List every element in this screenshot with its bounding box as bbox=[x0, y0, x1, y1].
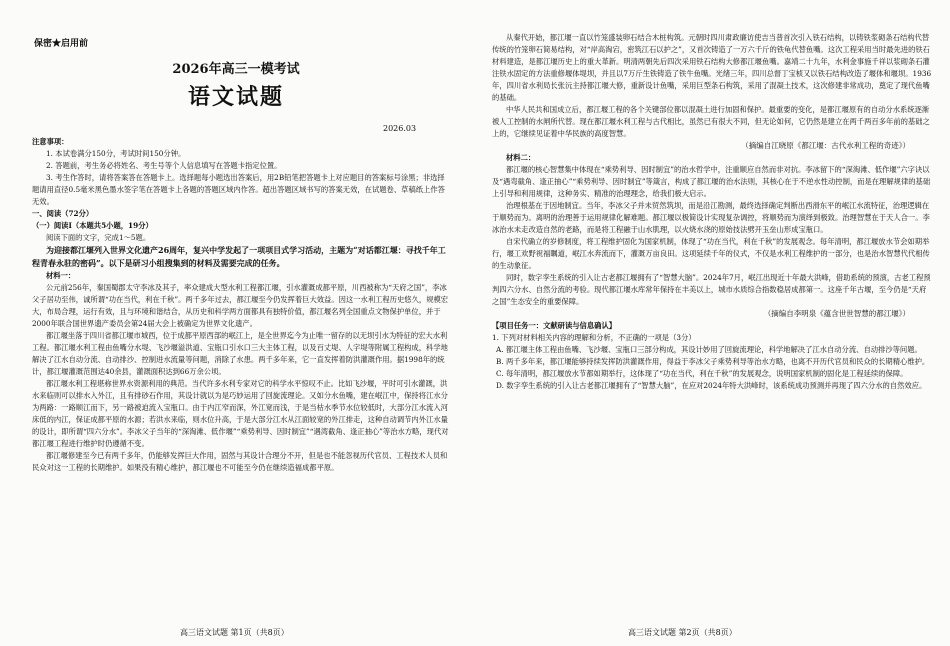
source-citation: （摘编自江晓原《都江堰：古代水利工程的奇迹》） bbox=[741, 141, 910, 150]
paragraph: 自宋代确立的岁修制度，将工程维护固化为国家机制，体现了“功在当代，利在千秋”的发展观念。每年清明，都江堰放水节会如期举行，堰工欢野祝福瞩道，岷江水奔流而下，灌溉万亩良田。这项延续千年的仪式，不仅是水利工程维护的一部分，也是治水智慧代代相传的生动象征。 bbox=[492, 237, 930, 270]
exam-title: 2026年高三一模考试 bbox=[172, 62, 300, 77]
paragraph: 从秦代开始，都江堰一直以竹笼盛装卵石结合木桩构筑。元朝时四川肃政廉访使吉当普首次引入铁石结构，以铸铁浆砌条石结构代替传统的竹笼卵石简易结构，对“岸高淘宕，密筑江石以护之”，又首次铸造了一万六千斤的铁龟代替鱼嘴。这次工程采用当时最先进的铁石材料建造，是都江堰历史上的重大革新。明清两朝先后四次采用铁石结构大修都江堰鱼嘴。嘉靖二十九年，水利金事施千祥以浆砌条石灌注铁水固定的方法重修堰体堤坝，并且以7万斤生铁铸造了铁牛鱼嘴。光绪三年，四川总督丁宝桢又以铁石结构改造了堰体和堰坝。1936年，四川省水利局长张沅主持都江堰大修，重新设计鱼嘴，采用巨型条石构筑，采用了混凝土技术，这次修建非常成功，奠定了现代鱼嘴的基础。 bbox=[492, 33, 932, 102]
paragraph: 都江堰修建至今已有两千多年，仍能够发挥巨大作用，固然与其设计合理分不开，但是也不能忽视历代官员、工程技术人员和民众对这一工程的长期维护。如果没有精心维护，都江堰也不可能至今仍在继续造福成都平原。 bbox=[32, 451, 448, 472]
page-footer: 高三语文试题 第1页（共8页） bbox=[180, 628, 289, 637]
note-item: 1. 本试卷满分150分，考试时间150分钟。 bbox=[46, 149, 186, 158]
page-two bbox=[478, 0, 950, 646]
secret-mark: 保密★启用前 bbox=[34, 39, 89, 49]
page-footer: 高三语文试题 第2页（共8页） bbox=[628, 628, 737, 637]
notes-block bbox=[32, 136, 450, 474]
task-heading: 【项目任务一：文献研读与信息确认】 bbox=[492, 321, 617, 330]
paragraph: 都江堰水利工程堪称世界水资源利用的典范。当代许多水利专家对它的科学水平惊叹不止。比如飞沙堰，平时可引水灌溉，洪水来临则可以排水入外江，且有排砂石作用，其设计就以为是巧妙运用了回旋流理论。又如分水鱼嘴，建在岷江中，保持将江水分为两路：一路顺江而下，另一路被迫流入宝瓶口。由于内江窄而深，外江宽而浅，于是当枯水季节水位较低时，大部分江水流入河床低的内江，保证成都平原的水源；若洪水来临，则水位升高，于是大部分江水从江面较宽的外江排走，这种自动调节内外江水量的设计，即所谓“四六分水”。李冰父子当年的“深淘滩、低作堰”“乘势利导、因时制宜”“遇湾截角、逢正抽心”等治水方略，现代对都江堰工程进行维护时仍遵循不变。 bbox=[32, 379, 449, 448]
answer-option: A. 都江堰主体工程由鱼嘴、飞沙堰、宝瓶口三部分构成，其设计妙用了回旋流理论，科学地解决了江水自动分流、自动排沙等问题。 bbox=[496, 345, 922, 354]
question-stem: 1. 下列对材料相关内容的理解和分析，不正确的一项是（3分） bbox=[492, 333, 696, 342]
subsection-heading: （一）阅读Ⅰ（本题共5小题，19分） bbox=[32, 221, 153, 230]
material-one-label: 材料一： bbox=[46, 271, 76, 280]
answer-option: D. 数字孪生系统的引入让古老都江堰拥有了“智慧大脑”，在应对2024年特大洪峰时，该系统成功预测并再现了四六分水的自然效应。 bbox=[496, 381, 927, 390]
section-heading: 一、阅读（72分） bbox=[32, 209, 94, 218]
material-two-label: 材料二： bbox=[506, 153, 536, 162]
notes-heading: 注意事项： bbox=[32, 137, 69, 146]
page-two-body bbox=[492, 32, 932, 392]
paragraph: 中华人民共和国成立后，都江堰工程的各个关键部位都以混凝土进行加固和保护。最重要的变化，是都江堰原有的自动分水系统逐渐被人工控制的水闸所代替。现在都江堰水利工程与古代相比，虽然已有很大不同，但无论如何，它仍然是建立在两千两百多年前的基础之上的，它继续见证着中华民族的高度智慧。 bbox=[492, 105, 930, 138]
paragraph: 都江堰坐落于四川省都江堰市城西，位于成都平原西部的岷江上，是全世界迄今为止唯一留存的以无坝引水为特征的宏大水利工程。都江堰水利工程由鱼嘴分水堤、飞沙堰溢洪道、宝瓶口引水口三大主体工程，以及百丈堤、人字堤等附属工程构成，科学地解决了江水自动分流、自动排沙、控制进水流量等问题，消除了水患。两千多年来，它一直发挥着防洪灌溉作用。据1998年的统计，都江堰灌溉范围达40余县，灌溉面积达到66万余公顷。 bbox=[32, 331, 448, 376]
answer-option: C. 每年清明，都江堰放水节都如期举行，这体现了“功在当代，利在千秋”的发展观念，说明国家机制的固化是工程延续的保障。 bbox=[496, 369, 908, 378]
paragraph: 治理根基在于因地制宜。当年，李冰父子并未贸然筑坝，而是沿江勘测，最终选择确定判断出西滑东平的岷江水流特征，治理逻辑在于顺势而为。离明的治理善于运用规律化解难题。都江堰以极简设计实现复杂调控，将顺势而为演绎到极致。治理智慧在于天人合一。李冰治水未走改造自然的老路，而是将工程融于山水肌理，以火烧水浇的原始技法劈开玉垒山形成宝瓶口。 bbox=[492, 201, 930, 234]
paragraph: 同时，数字孪生系统的引入让古老都江堰拥有了“智慧大脑”。2024年7月，岷江出现近十年最大洪峰，借助系统的预演，古老工程预判四六分水、自然分流的考验。现代都江堰水库常年保持在丰美以上，城市水质综合指数稳居成都第一。这座千年古堰，至今仍是“天府之国”生态安全的重要保障。 bbox=[492, 273, 931, 306]
paragraph: 公元前256年，秦国蜀郡太守李冰及其子，率众建成大型水利工程都江堰，引水灌溉成都平原，川西被称为“天府之国”，李冰父子居功至伟，诚所谓“功在当代，利在千秋”。两千多年过去，都江堰至今仍发挥着巨大效益。因这一水利工程历史悠久，规模宏大，布局合理，运行有效，且与环境和谐结合，从历史和科学两方面都具有独特价值，都江堰名列全国重点文物保护单位，并于2000年联合国世界遗产委员会第24届大会上被确定为世界文化遗产。 bbox=[32, 283, 449, 328]
project-intro: 为迎接都江堰列入世界文化遗产26周年，复兴中学发起了一项项目式学习活动，主题为“对话都江堰：寻找千年工程青春永驻的密码”。以下是研习小组搜集到的材料及需要完成的任务。 bbox=[32, 245, 446, 268]
reading-instruction: 阅读下面的文字，完成1～5题。 bbox=[46, 233, 151, 242]
answer-option: B. 两千多年来，都江堰能够持续发挥防洪灌溉作用，得益于李冰父子乘势利导等治水方略，也离不开历代官员和民众的长期精心维护。 bbox=[496, 357, 930, 366]
subject-title: 语文试题 bbox=[187, 84, 284, 110]
note-item: 2. 答题前，考生务必将姓名、考生号等个人信息填写在答题卡指定位置。 bbox=[46, 161, 282, 170]
exam-date: 2026.03 bbox=[383, 124, 417, 133]
paragraph: 都江堰的核心智慧集中体现在“乘势利导、因时制宜”的治水哲学中，注重顺应自然而非对抗。李冰留下的“深淘滩、低作堰”六字诀以及“遇弯截角、逢正抽心”“乘势利导、因时制宜”等箴言，构成了都江堰的治水法则，其核心在于不逆水性动控制，而是在理解规律的基础上引导和利用规律，这种务实、精准的治理理念，给我们极大启示。 bbox=[492, 165, 931, 198]
note-item: 3. 考生作答时，请将答案答在答题卡上。选择题每小题选出答案后，用2B铅笔把答题卡上对应题目的答案标号涂黑；非选择题请用直径0.5毫米黑色墨水签字笔在答题卡上各题的答题区域内作答。超出答题区域书写的答案无效，在试题卷、草稿纸上作答无效。 bbox=[32, 173, 445, 206]
source-citation: （摘编自李明泉《蕴含世世智慧的都江堰》） bbox=[763, 309, 910, 318]
page-one bbox=[0, 0, 472, 646]
